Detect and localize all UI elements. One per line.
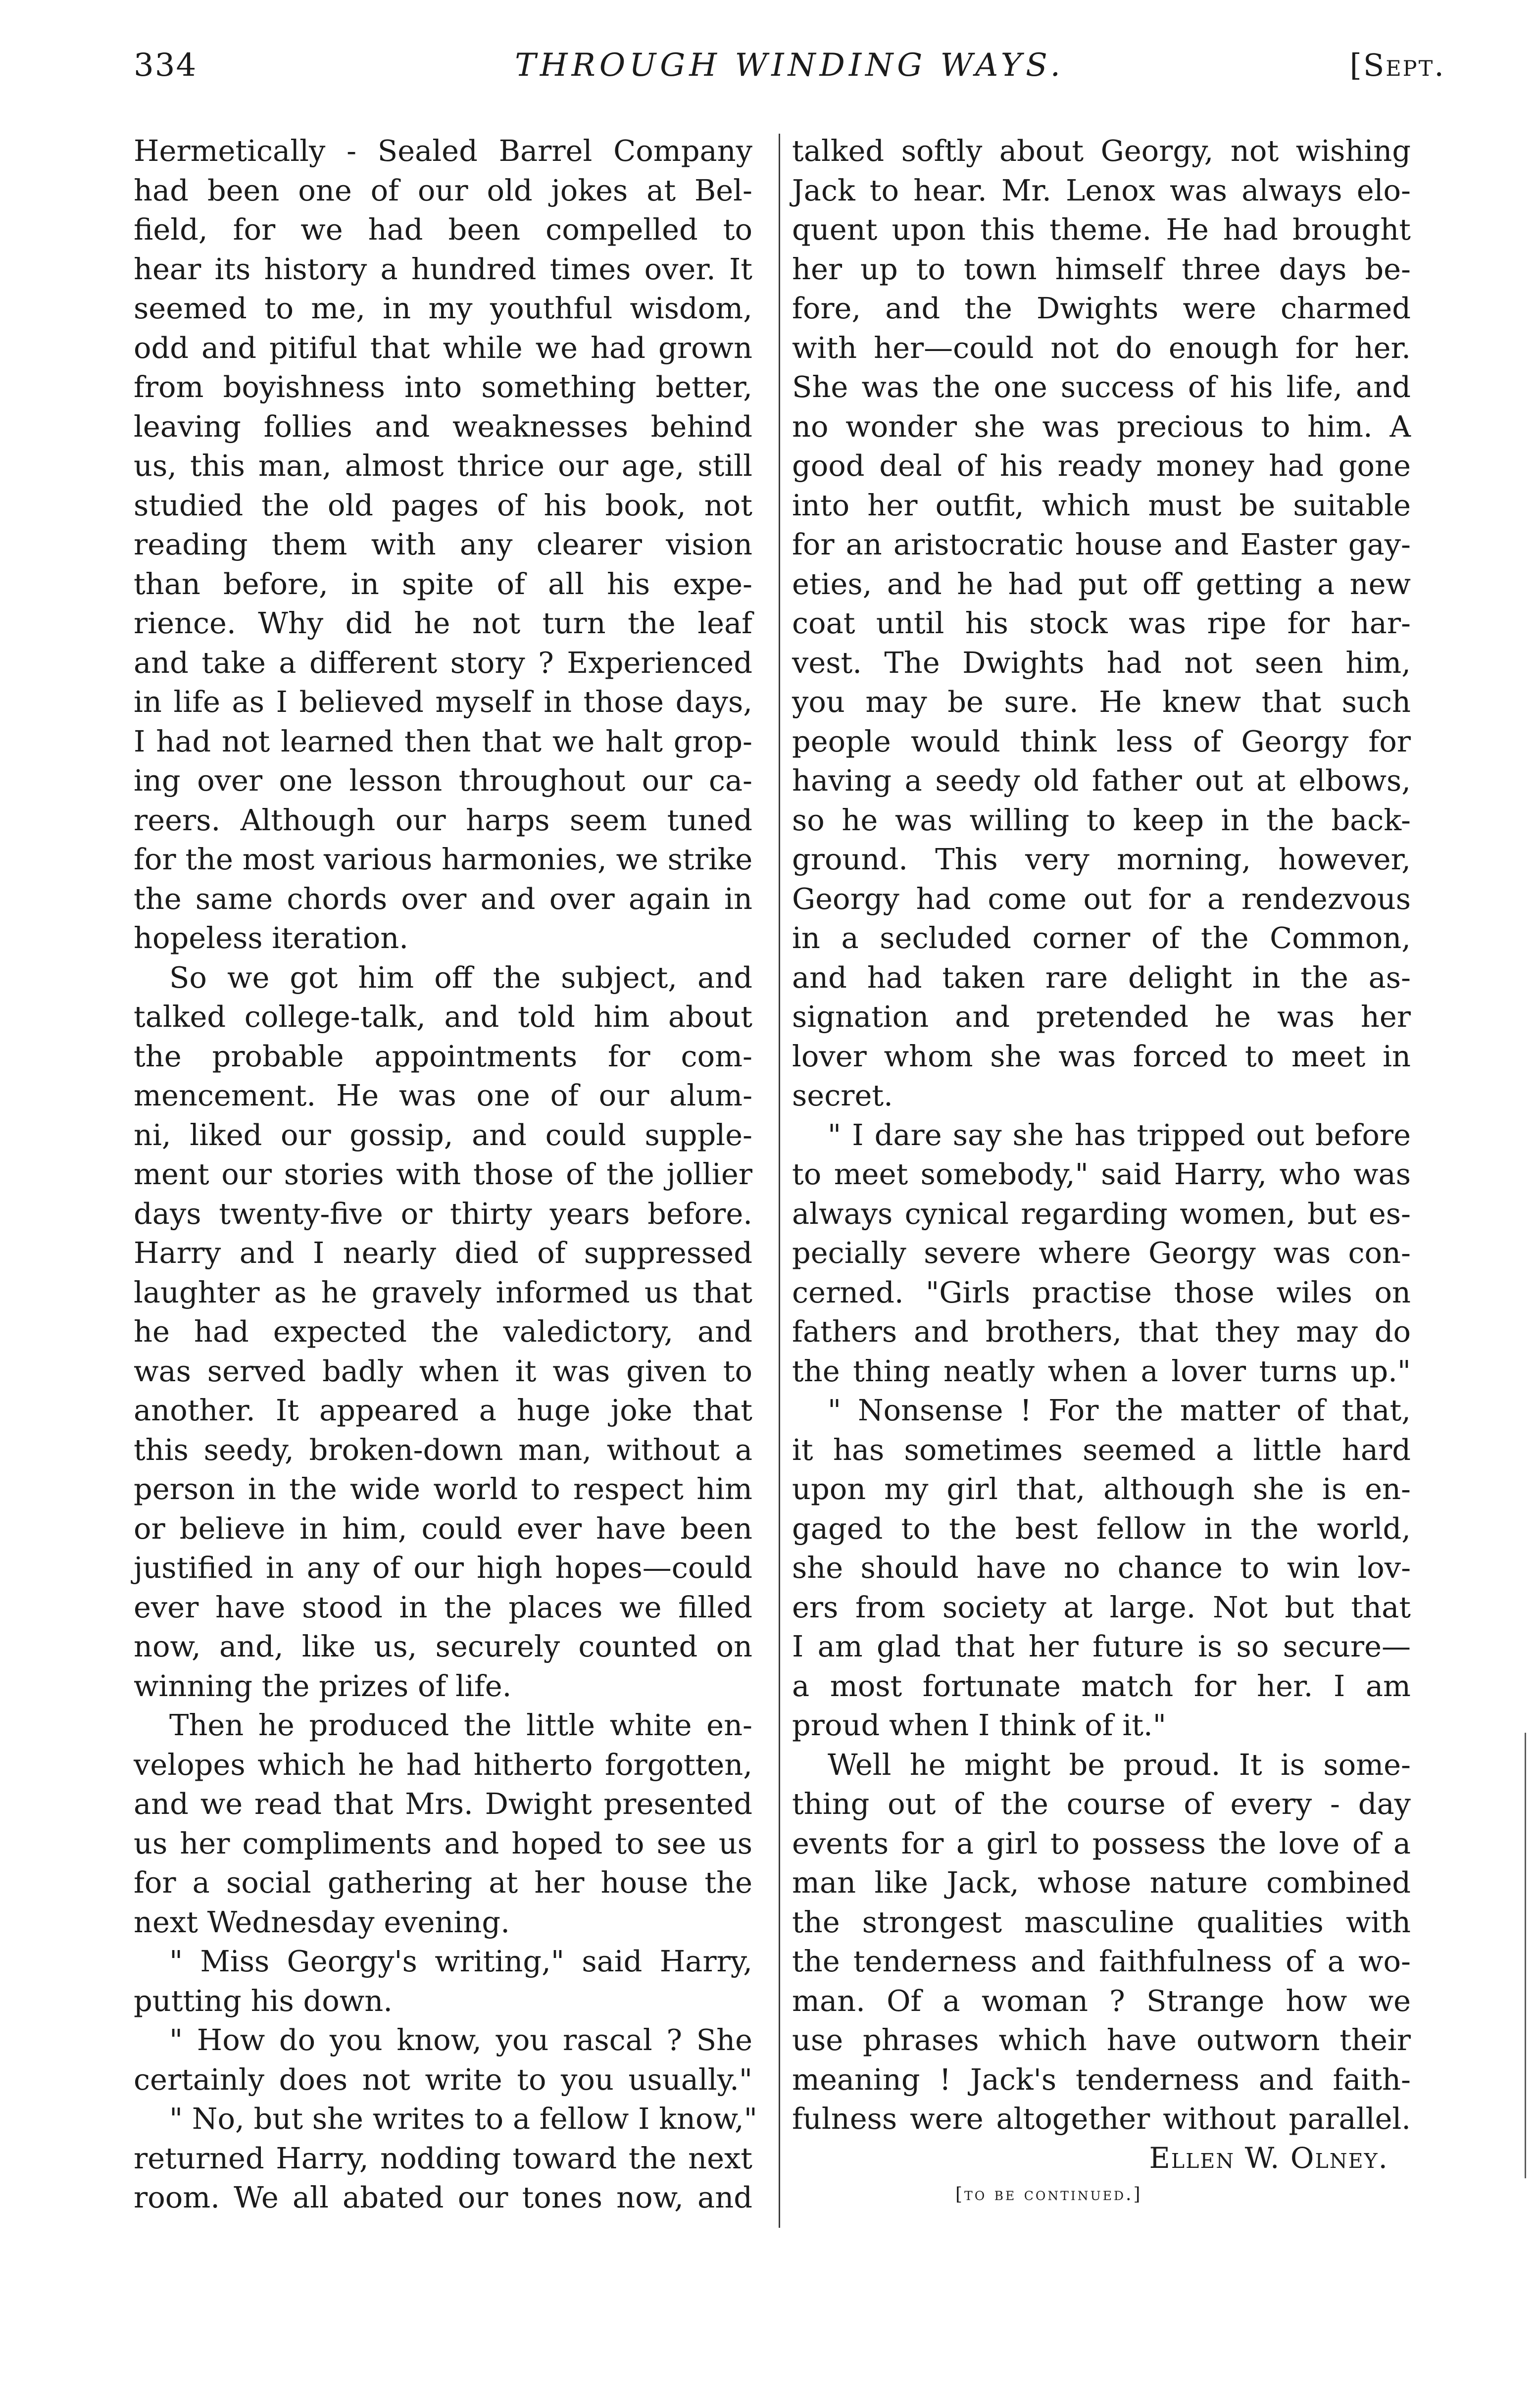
left-column	[134, 131, 757, 2217]
text-line: fore, and the Dwights were charmed	[792, 291, 1411, 325]
text-line: so he was willing to keep in the back-	[792, 803, 1411, 837]
text-line: her up to town himself three days be-	[792, 251, 1411, 286]
text-line: in life as I believed myself in those days,	[134, 685, 752, 719]
text-line: another. It appeared a huge joke that	[134, 1393, 752, 1427]
text-line: velopes which he had hitherto forgotten,	[134, 1747, 752, 1782]
text-line: " How do you know, you rascal ? She	[169, 2023, 752, 2057]
text-line: putting his down.	[134, 1983, 393, 2018]
text-line: coat until his stock was ripe for har-	[792, 606, 1411, 640]
text-line: " Nonsense ! For the matter of that,	[828, 1393, 1411, 1427]
text-line: with her—could not do enough for her.	[792, 330, 1411, 365]
text-line: than before, in spite of all his expe-	[134, 566, 752, 601]
text-line: studied the old pages of his book, not	[134, 488, 752, 522]
text-line: and take a different story ? Experienced	[134, 645, 752, 680]
text-line: people would think less of Georgy for	[792, 724, 1411, 758]
text-line: field, for we had been compelled to	[134, 212, 752, 247]
text-line: days twenty-five or thirty years before.	[134, 1196, 752, 1231]
text-line: " No, but she writes to a fellow I know,"	[169, 2102, 757, 2136]
text-line: returned Harry, nodding toward the next	[134, 2141, 752, 2175]
text-line: I am glad that her future is so secure—	[792, 1629, 1411, 1663]
text-line: room. We all abated our tones now, and	[134, 2180, 752, 2214]
text-line: it has sometimes seemed a little hard	[792, 1432, 1411, 1467]
text-line: cerned. "Girls practise those wiles on	[792, 1275, 1411, 1309]
text-line: us her compliments and hoped to see us	[134, 1826, 752, 1860]
text-line: a most fortunate match for her. I am	[792, 1668, 1411, 1703]
text-line: Jack to hear. Mr. Lenox was always elo-	[792, 173, 1411, 207]
text-line: talked college-talk, and told him about	[134, 1000, 752, 1034]
text-line: the tenderness and faithfulness of a wo-	[792, 1944, 1411, 1978]
text-line: fathers and brothers, that they may do	[792, 1314, 1411, 1349]
text-line: had been one of our old jokes at Bel-	[134, 173, 752, 207]
text-line: and had taken rare delight in the as-	[792, 960, 1411, 995]
text-line: you may be sure. He knew that such	[792, 685, 1411, 719]
text-line: gaged to the best fellow in the world,	[792, 1511, 1411, 1546]
text-line: or believe in him, could ever have been	[134, 1511, 752, 1546]
text-line: vest. The Dwights had not seen him,	[792, 645, 1411, 680]
text-line: mencement. He was one of our alum-	[134, 1078, 752, 1112]
left-column-text	[134, 131, 757, 2217]
right-column	[792, 131, 1411, 2209]
text-line: Well he might be proud. It is some-	[828, 1747, 1411, 1782]
text-line: rience. Why did he not turn the leaf	[134, 606, 752, 640]
author-signature: Ellen W. Olney.	[1149, 2141, 1388, 2175]
text-line: odd and pitiful that while we had grown	[134, 330, 752, 365]
text-line: certainly does not write to you usually."	[134, 2062, 752, 2097]
running-title: THROUGH WINDING WAYS.	[515, 47, 1064, 84]
text-line: Harry and I nearly died of suppressed	[134, 1236, 752, 1270]
text-line: use phrases which have outworn their	[792, 2023, 1411, 2057]
text-line: the strongest masculine qualities with	[792, 1905, 1411, 1939]
text-line: quent upon this theme. He had brought	[792, 212, 1411, 247]
text-line: was served badly when it was given to	[134, 1354, 752, 1388]
text-line: upon my girl that, although she is en-	[792, 1472, 1411, 1506]
text-line: signation and pretended he was her	[792, 1000, 1411, 1034]
text-line: justified in any of our high hopes—could	[134, 1551, 752, 1585]
text-line: Hermetically - Sealed Barrel Company	[134, 134, 752, 168]
text-line: for a social gathering at her house the	[134, 1865, 752, 1900]
margin-rule	[1525, 1733, 1526, 2178]
text-line: for the most various harmonies, we strike	[134, 842, 753, 876]
text-line: now, and, like us, securely counted on	[134, 1629, 752, 1663]
text-line: ing over one lesson throughout our ca-	[134, 763, 752, 798]
text-line: to meet somebody," said Harry, who was	[792, 1157, 1411, 1191]
text-line: lover whom she was forced to meet in	[792, 1039, 1411, 1073]
text-line: this seedy, broken-down man, without a	[134, 1432, 752, 1467]
text-line: and we read that Mrs. Dwight presented	[134, 1787, 752, 1821]
text-line: leaving follies and weaknesses behind	[134, 409, 752, 444]
text-line: he had expected the valedictory, and	[134, 1314, 752, 1349]
page-number: 334	[134, 47, 198, 84]
text-line: ment our stories with those of the jollier	[134, 1157, 752, 1191]
text-line: proud when I think of it."	[792, 1708, 1166, 1742]
text-line: ers from society at large. Not but that	[792, 1590, 1411, 1624]
text-line: ground. This very morning, however,	[792, 842, 1411, 876]
text-line: hopeless iteration.	[134, 921, 409, 955]
text-line: in a secluded corner of the Common,	[792, 921, 1411, 955]
text-line: reers. Although our harps seem tuned	[134, 803, 752, 837]
text-line: us, this man, almost thrice our age, still	[134, 449, 752, 483]
text-line: Georgy had come out for a rendezvous	[792, 881, 1411, 916]
text-line: hear its history a hundred times over. It	[134, 251, 752, 286]
right-column-text	[792, 131, 1411, 2139]
text-line: always cynical regarding women, but es-	[792, 1196, 1411, 1231]
text-line: no wonder she was precious to him. A	[792, 409, 1411, 444]
continued-note: [to be continued.]	[955, 2184, 1142, 2205]
text-line: " Miss Georgy's writing," said Harry,	[169, 1944, 752, 1978]
text-line: from boyishness into something better,	[134, 370, 752, 404]
issue-month: [Sept.	[1349, 47, 1445, 83]
text-line: man. Of a woman ? Strange how we	[792, 1983, 1411, 2018]
text-line: secret.	[792, 1078, 893, 1112]
text-line: into her outfit, which must be suitable	[792, 488, 1411, 522]
text-line: " I dare say she has tripped out before	[828, 1117, 1411, 1152]
text-line: for an aristocratic house and Easter gay-	[792, 527, 1411, 561]
column-divider	[779, 134, 780, 2228]
text-line: laughter as he gravely informed us that	[134, 1275, 752, 1309]
running-header	[134, 47, 1445, 101]
text-line: winning the prizes of life.	[134, 1668, 512, 1703]
text-line: She was the one success of his life, and	[792, 370, 1411, 404]
text-line: good deal of his ready money had gone	[792, 449, 1411, 483]
text-line: Then he produced the little white en-	[169, 1708, 752, 1742]
text-line: next Wednesday evening.	[134, 1905, 510, 1939]
text-line: eties, and he had put off getting a new	[792, 566, 1411, 601]
text-line: the same chords over and over again in	[134, 881, 752, 916]
text-line: seemed to me, in my youthful wisdom,	[134, 291, 752, 325]
text-line: I had not learned then that we halt grop-	[134, 724, 752, 758]
text-line: the probable appointments for com-	[134, 1039, 752, 1073]
text-line: having a seedy old father out at elbows,	[792, 763, 1411, 798]
text-line: events for a girl to possess the love of a	[792, 1826, 1411, 1860]
text-line: reading them with any clearer vision	[134, 527, 752, 561]
text-line: person in the wide world to respect him	[134, 1472, 752, 1506]
text-line: fulness were altogether without parallel.	[792, 2102, 1411, 2136]
text-line: meaning ! Jack's tenderness and faith-	[792, 2062, 1411, 2097]
text-line: man like Jack, whose nature combined	[792, 1865, 1411, 1900]
text-line: thing out of the course of every - day	[792, 1787, 1411, 1821]
text-line: ni, liked our gossip, and could supple-	[134, 1117, 752, 1152]
text-line: So we got him off the subject, and	[169, 960, 752, 995]
text-line: pecially severe where Georgy was con-	[792, 1236, 1411, 1270]
text-line: talked softly about Georgy, not wishing	[792, 134, 1411, 168]
text-line: she should have no chance to win lov-	[792, 1551, 1411, 1585]
text-line: ever have stood in the places we filled	[134, 1590, 752, 1624]
text-line: the thing neatly when a lover turns up."	[792, 1354, 1411, 1388]
